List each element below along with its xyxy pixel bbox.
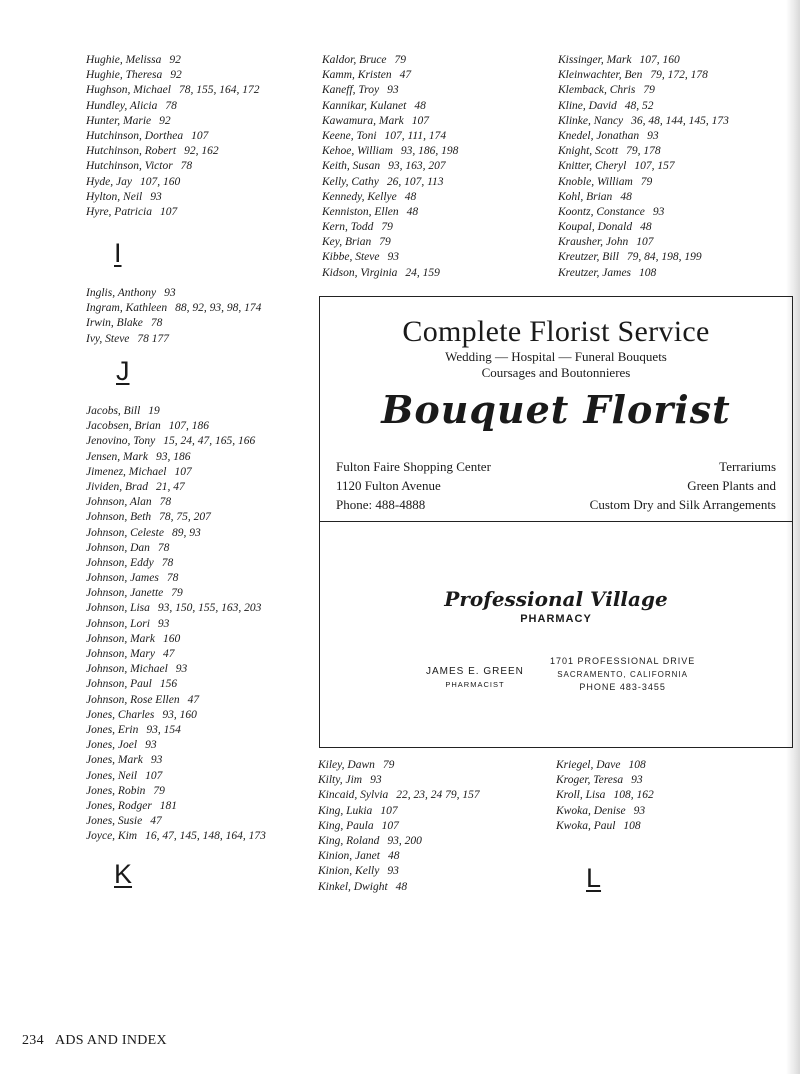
entry-name: Kinion, Janet (318, 850, 380, 863)
index-entry (86, 53, 259, 68)
entry-pages: 48 (404, 190, 417, 203)
entry-name: King, Paula (318, 819, 374, 832)
entry-name: Knedel, Jonathan (558, 129, 640, 142)
entry-pages: 107 (636, 236, 654, 249)
index-entry (322, 99, 458, 114)
entry-name: Jividen, Brad (86, 480, 148, 493)
entry-pages: 48 (395, 880, 408, 893)
entry-name: Kehoe, William (322, 145, 393, 158)
entry-pages: 108 (628, 759, 646, 771)
entry-name: Ivy, Steve (86, 332, 130, 345)
index-entry (86, 723, 266, 738)
entry-pages: 93 (631, 774, 643, 787)
index-entry (322, 175, 458, 190)
entry-name: Kaldor, Bruce (322, 54, 387, 66)
entry-name: Kriegel, Dave (556, 759, 621, 771)
index-entry (86, 68, 259, 83)
index-entry (558, 83, 729, 98)
index-entry (86, 617, 266, 632)
bouquet-florist-logo: Bouquet Florist (381, 387, 731, 432)
entry-pages: 48 (620, 190, 632, 203)
index-entry (86, 316, 261, 331)
florist-address: Fulton Faire Shopping Center 1120 Fulton Avenue Phone: 488-4888 (336, 459, 491, 512)
entry-name: Jensen, Mark (86, 450, 148, 463)
entry-pages: 93 (387, 251, 399, 264)
entry-pages: 93, 150, 155, 163, 203 (157, 602, 262, 615)
index-entry (558, 250, 729, 265)
entry-pages: 78 (165, 99, 177, 112)
entry-pages: 107 (174, 465, 192, 478)
entry-pages: 78, 75, 207 (159, 511, 211, 524)
section-letter-l: L (586, 863, 602, 893)
index-entry (558, 220, 729, 235)
entry-pages: 78 (166, 572, 179, 585)
entry-name: Irwin, Blake (86, 317, 143, 330)
entry-name: Hughie, Theresa (86, 69, 163, 82)
entry-name: Kleinwachter, Ben (558, 69, 643, 82)
entry-name: Inglis, Anthony (86, 287, 157, 299)
index-column-h (86, 53, 259, 220)
entry-name: Jones, Susie (86, 815, 143, 828)
entry-name: Hughie, Melissa (86, 54, 162, 66)
index-entry (558, 266, 729, 281)
entry-pages: 93 (157, 617, 170, 630)
entry-pages: 93 (150, 190, 162, 203)
entry-name: Hutchinson, Robert (86, 145, 177, 158)
entry-name: Key, Brian (322, 236, 372, 249)
entry-name: Jacobsen, Brian (86, 420, 161, 433)
entry-name: Knoble, William (558, 175, 633, 188)
florist-ad-title: Complete Florist Service (402, 315, 710, 348)
index-entry (86, 677, 266, 692)
entry-name: Kern, Todd (322, 221, 374, 234)
entry-name: Johnson, Lori (86, 617, 150, 630)
entry-name: Johnson, James (86, 572, 159, 585)
entry-pages: 19 (148, 405, 160, 417)
entry-pages: 107, 160 (139, 175, 181, 188)
pharmacist-name: JAMES E. GREEN PHARMACIST (426, 666, 524, 689)
index-entry (86, 829, 266, 844)
entry-pages: 93, 163, 207 (388, 160, 446, 173)
index-entry (86, 301, 261, 316)
entry-name: Kline, David (558, 99, 617, 112)
index-entry (86, 586, 266, 601)
index-entry (318, 804, 480, 819)
entry-name: Koontz, Constance (558, 205, 645, 218)
index-entry (322, 205, 458, 220)
entry-name: Hyre, Patricia (86, 205, 153, 218)
entry-name: Johnson, Mark (86, 632, 155, 645)
entry-name: Kamm, Kristen (322, 69, 392, 82)
index-entry (86, 510, 266, 525)
entry-name: Hyde, Jay (86, 175, 132, 188)
section-letter-i: I (114, 238, 122, 268)
index-entry (558, 190, 729, 205)
florist-ad-services-2: Coursages and Boutonnieres (481, 365, 631, 380)
entry-pages: 36, 48, 144, 145, 173 (631, 114, 729, 127)
index-entry (86, 465, 266, 480)
entry-pages: 47 (163, 648, 175, 660)
index-entry (318, 864, 480, 879)
index-entry (86, 99, 259, 114)
professional-village-logo: Professional Village (444, 587, 668, 611)
entry-pages: 160 (163, 632, 181, 645)
index-entry (86, 738, 266, 753)
index-column-k-1 (322, 53, 458, 281)
entry-pages: 92 (170, 69, 182, 82)
index-entry (318, 758, 480, 773)
entry-pages: 93 (387, 865, 399, 878)
entry-name: Joyce, Kim (86, 830, 138, 843)
entry-name: Johnson, Beth (86, 511, 152, 524)
entry-name: King, Roland (318, 834, 380, 847)
index-entry (86, 632, 266, 647)
entry-pages: 24, 159 (405, 266, 440, 279)
entry-name: Jones, Joel (86, 739, 138, 752)
ad-divider (320, 521, 792, 522)
entry-pages: 107 (191, 129, 209, 142)
index-entry (86, 286, 261, 301)
entry-name: Keith, Susan (322, 160, 381, 173)
entry-name: Krausher, John (558, 236, 629, 249)
section-title: ADS AND INDEX (54, 1033, 167, 1048)
index-entry (318, 819, 480, 834)
entry-name: Johnson, Janette (86, 587, 164, 600)
entry-name: Johnson, Paul (86, 678, 152, 691)
index-entry (322, 235, 458, 250)
entry-pages: 107 (160, 205, 178, 218)
index-entry (86, 753, 266, 768)
entry-name: Klinke, Nancy (558, 114, 624, 127)
index-column-k-2 (558, 53, 729, 281)
entry-pages: 48 (406, 205, 419, 218)
index-entry (86, 129, 259, 144)
index-entry (86, 175, 259, 190)
index-entry (86, 769, 266, 784)
section-letter-k: K (114, 859, 133, 889)
index-entry (86, 799, 266, 814)
entry-pages: 48 (640, 221, 652, 234)
entry-pages: 93 (647, 129, 659, 142)
entry-name: Kincaid, Sylvia (318, 789, 389, 802)
entry-pages: 93 (652, 205, 665, 218)
entry-pages: 92, 162 (184, 145, 219, 158)
entry-pages: 79, 178 (626, 145, 661, 158)
entry-pages: 107 (411, 114, 430, 127)
entry-pages: 79 (379, 236, 391, 249)
index-entry (556, 819, 654, 834)
index-entry (86, 159, 259, 174)
entry-name: Kwoka, Denise (556, 804, 626, 817)
entry-pages: 48 (387, 850, 400, 863)
entry-name: Kilty, Jim (318, 774, 363, 787)
entry-pages: 108 (623, 819, 641, 832)
entry-name: Kaneff, Troy (322, 84, 380, 97)
entry-pages: 78 (161, 556, 174, 569)
entry-name: Kreutzer, James (558, 266, 632, 279)
entry-pages: 79, 84, 198, 199 (626, 251, 702, 264)
entry-name: Hunter, Marie (86, 114, 152, 127)
entry-pages: 107 (380, 804, 398, 817)
entry-pages: 108 (639, 266, 657, 279)
entry-name: Kinion, Kelly (318, 865, 380, 878)
entry-pages: 156 (159, 678, 178, 691)
entry-pages: 93 (150, 754, 163, 767)
florist-ad-services: Wedding — Hospital — Funeral Bouquets (445, 349, 667, 364)
entry-pages: 107 (381, 819, 399, 832)
entry-name: Kelly, Cathy (322, 175, 379, 188)
index-column-k-3 (318, 758, 480, 895)
index-entry (86, 601, 266, 616)
index-entry (558, 99, 729, 114)
index-entry (556, 773, 654, 788)
entry-pages: 79 (382, 759, 395, 771)
index-entry (322, 114, 458, 129)
index-entry (558, 129, 729, 144)
index-entry (556, 804, 654, 819)
entry-name: Jones, Rodger (86, 799, 152, 812)
entry-pages: 78, 155, 164, 172 (178, 84, 260, 97)
entry-name: Klemback, Chris (558, 84, 636, 97)
entry-pages: 47 (187, 693, 200, 706)
entry-name: Jenovino, Tony (86, 435, 156, 448)
index-entry (322, 83, 458, 98)
index-entry (86, 541, 266, 556)
index-entry (558, 114, 729, 129)
entry-pages: 79 (640, 175, 653, 188)
index-entry (322, 129, 458, 144)
entry-name: Hundley, Alicia (86, 99, 158, 112)
entry-pages: 79 (643, 84, 655, 97)
entry-name: Knight, Scott (558, 145, 619, 158)
entry-name: Jimenez, Michael (86, 465, 167, 478)
entry-pages: 93 (175, 663, 188, 676)
pharmacy-address: 1701 PROFESSIONAL DRIVE SACRAMENTO, CALIFORNIA PHONE 483-3455 (550, 656, 696, 692)
index-entry (86, 450, 266, 465)
entry-pages: 78 (150, 317, 163, 330)
entry-name: Kawamura, Mark (322, 114, 404, 127)
index-entry (318, 880, 480, 895)
entry-pages: 181 (159, 799, 178, 812)
entry-pages: 107, 111, 174 (384, 129, 447, 142)
index-entry (558, 205, 729, 220)
entry-pages: 93, 160 (162, 708, 197, 721)
entry-name: Kissinger, Mark (558, 54, 632, 66)
entry-name: Kinkel, Dwight (318, 880, 388, 893)
entry-pages: 93 (145, 739, 157, 752)
entry-pages: 107 (145, 769, 163, 782)
index-entry (318, 849, 480, 864)
entry-pages: 89, 93 (171, 526, 201, 539)
entry-pages: 93 (633, 804, 646, 817)
index-entry (558, 53, 729, 68)
entry-name: Kenniston, Ellen (322, 205, 399, 218)
entry-name: Kibbe, Steve (322, 251, 380, 264)
entry-pages: 79 (153, 784, 165, 797)
index-entry (86, 404, 266, 419)
entry-name: Kroll, Lisa (556, 789, 606, 802)
index-entry (322, 266, 458, 281)
entry-pages: 93, 154 (146, 723, 181, 736)
index-entry (558, 144, 729, 159)
entry-name: Kennedy, Kellye (322, 190, 397, 203)
index-entry (318, 788, 480, 803)
index-entry (318, 834, 480, 849)
index-entry (86, 814, 266, 829)
index-entry (322, 220, 458, 235)
entry-name: Jones, Robin (86, 784, 146, 797)
entry-name: Kannikar, Kulanet (322, 99, 407, 112)
entry-name: Johnson, Mary (86, 648, 155, 660)
entry-name: Johnson, Lisa (86, 602, 150, 615)
entry-name: Hylton, Neil (86, 190, 143, 203)
entry-pages: 107, 186 (168, 420, 209, 433)
entry-pages: 15, 24, 47, 165, 166 (163, 435, 256, 448)
index-entry (322, 159, 458, 174)
entry-pages: 78 (159, 496, 172, 509)
index-entry (86, 571, 266, 586)
entry-name: Johnson, Eddy (86, 556, 154, 569)
entry-pages: 78 177 (137, 332, 170, 345)
entry-pages: 79, 172, 178 (650, 69, 708, 82)
index-entry (86, 495, 266, 510)
index-entry (86, 480, 266, 495)
index-entry (86, 526, 266, 541)
entry-name: Johnson, Dan (86, 541, 150, 554)
index-entry (86, 190, 259, 205)
index-entry (86, 332, 261, 347)
entry-name: Kohl, Brian (558, 190, 613, 203)
index-entry (86, 83, 259, 98)
florist-products: Terrariums Green Plants and Custom Dry and Silk Arrangements (589, 459, 776, 512)
entry-name: Jones, Neil (86, 769, 138, 782)
index-entry (86, 205, 259, 220)
index-entry (86, 419, 266, 434)
index-entry (558, 159, 729, 174)
entry-name: Hutchinson, Victor (86, 160, 173, 173)
entry-pages: 47 (150, 815, 162, 828)
index-entry (322, 68, 458, 83)
entry-pages: 79 (381, 221, 393, 234)
entry-pages: 48 (414, 99, 426, 112)
page-number: 234 (22, 1033, 44, 1048)
index-column-j (86, 404, 266, 844)
section-letter-j: J (116, 356, 130, 386)
entry-name: Kiley, Dawn (318, 759, 375, 771)
page-footer (22, 1033, 175, 1049)
index-entry (86, 647, 266, 662)
index-entry (86, 144, 259, 159)
entry-pages: 26, 107, 113 (386, 175, 444, 188)
entry-pages: 79 (171, 587, 183, 600)
entry-pages: 21, 47 (155, 480, 185, 493)
entry-name: Keene, Toni (322, 129, 377, 142)
index-entry (318, 773, 480, 788)
index-entry (558, 175, 729, 190)
entry-pages: 78 (157, 541, 170, 554)
index-entry (86, 434, 266, 449)
pharmacy-label: PHARMACY (520, 613, 592, 625)
index-entry (556, 788, 654, 803)
index-entry (558, 235, 729, 250)
index-entry (322, 250, 458, 265)
entry-pages: 79 (394, 54, 407, 66)
index-entry (558, 68, 729, 83)
entry-pages: 108, 162 (613, 789, 654, 802)
entry-pages: 78 (180, 160, 193, 173)
index-entry (322, 190, 458, 205)
advertisement-box (319, 296, 793, 748)
entry-name: Johnson, Rose Ellen (86, 693, 180, 706)
entry-pages: 93 (387, 84, 399, 97)
entry-pages: 47 (399, 69, 412, 82)
entry-name: Ingram, Kathleen (86, 302, 168, 315)
entry-pages: 93 (370, 774, 382, 787)
index-entry (322, 144, 458, 159)
entry-name: Kidson, Virginia (322, 266, 398, 279)
entry-name: Kwoka, Paul (556, 819, 616, 832)
entry-name: Knitter, Cheryl (558, 160, 627, 173)
entry-name: Johnson, Celeste (86, 526, 164, 539)
entry-pages: 88, 92, 93, 98, 174 (175, 302, 262, 315)
entry-pages: 107, 160 (639, 54, 680, 66)
entry-pages: 93, 186 (155, 450, 191, 463)
index-entry (86, 693, 266, 708)
index-entry (86, 114, 259, 129)
entry-pages: 93 (164, 287, 176, 299)
entry-pages: 93, 186, 198 (400, 145, 459, 158)
entry-name: Kroger, Teresa (556, 774, 624, 787)
entry-name: Hughson, Michael (86, 84, 171, 97)
entry-name: Jones, Charles (86, 708, 155, 721)
index-entry (556, 758, 654, 773)
index-entry (86, 662, 266, 677)
entry-name: Johnson, Michael (86, 663, 168, 676)
index-entry (86, 784, 266, 799)
entry-pages: 93, 200 (387, 834, 422, 847)
index-entry (322, 53, 458, 68)
entry-pages: 92 (159, 114, 171, 127)
entry-name: Johnson, Alan (86, 496, 152, 509)
index-column-i (86, 286, 261, 347)
entry-name: Jacobs, Bill (86, 405, 141, 417)
entry-name: Jones, Erin (86, 723, 139, 736)
entry-name: Kreutzer, Bill (558, 251, 619, 264)
entry-pages: 16, 47, 145, 148, 164, 173 (145, 830, 266, 843)
index-column-k-4 (556, 758, 654, 834)
entry-pages: 22, 23, 24 79, 157 (396, 789, 480, 802)
entry-pages: 107, 157 (634, 160, 675, 173)
entry-name: Jones, Mark (86, 754, 143, 767)
index-entry (86, 556, 266, 571)
index-entry (86, 708, 266, 723)
entry-name: King, Lukia (318, 804, 373, 817)
entry-name: Koupal, Donald (558, 221, 633, 234)
entry-name: Hutchinson, Dorthea (86, 129, 184, 142)
entry-pages: 48, 52 (624, 99, 654, 112)
entry-pages: 92 (169, 54, 181, 66)
